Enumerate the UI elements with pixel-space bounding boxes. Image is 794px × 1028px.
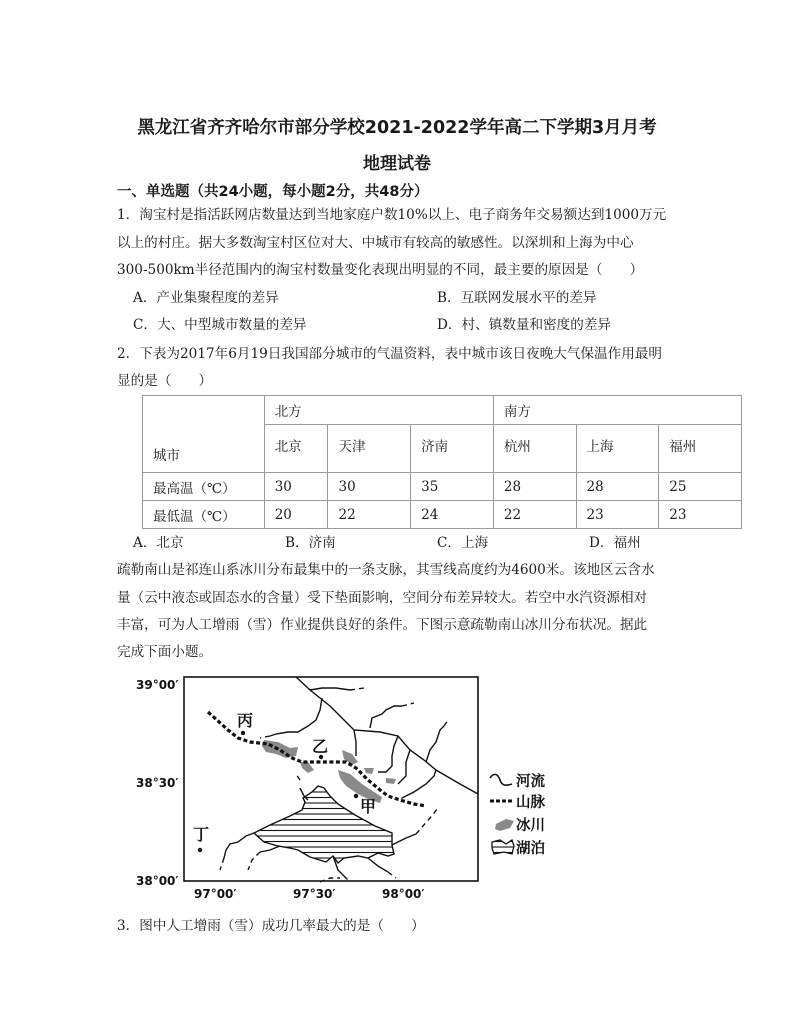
passage-line-1: 疏勒南山是祁连山系冰川分布最集中的一条支脉，其雪线高度约为4600米。该地区云含水 — [117, 562, 655, 578]
legend-lake-icon — [492, 840, 514, 854]
legend-glacier-icon — [495, 819, 514, 831]
city-cell: 杭州 — [493, 425, 576, 473]
glacier-map-figure — [130, 670, 570, 900]
question-2-line-2: 显的是（ ） — [117, 373, 213, 389]
lon-label-97: 97°00′ — [194, 887, 237, 900]
svg-text:丁: 丁 — [193, 825, 210, 844]
table-cell: 22 — [328, 501, 411, 529]
legend-glacier-label: 冰川 — [516, 818, 545, 834]
row-label-min-temp: 最低温（℃） — [143, 501, 265, 529]
question-2-option-c[interactable]: C．上海 — [437, 535, 489, 551]
question-1-line-1: 1．淘宝村是指活跃网店数量达到当地家庭户数10%以上、电子商务年交易额达到1000万元 — [117, 207, 667, 223]
legend-mountain-label: 山脉 — [516, 795, 545, 811]
table-cell: 23 — [659, 501, 742, 529]
city-cell: 济南 — [411, 425, 494, 473]
table-cell: 25 — [659, 473, 742, 501]
table-cell: 20 — [264, 501, 328, 529]
group-south: 南方 — [493, 396, 741, 425]
group-north: 北方 — [264, 396, 493, 425]
passage-line-2: 量（云中液态或固态水的含量）受下垫面影响，空间分布差异较大。若空中水汽资源相对 — [117, 590, 648, 606]
table-cell: 35 — [411, 473, 494, 501]
lon-label-97-30: 97°30′ — [293, 887, 336, 900]
svg-text:甲: 甲 — [360, 797, 377, 816]
lat-label-38: 38°00′ — [136, 874, 179, 888]
question-2-option-d[interactable]: D．福州 — [589, 535, 641, 551]
question-2-option-b[interactable]: B．济南 — [285, 535, 336, 551]
passage-line-3: 丰富，可为人工增雨（雪）作业提供良好的条件。下图示意疏勒南山冰川分布状况。据此 — [117, 617, 648, 633]
question-1-line-3: 300-500km半径范围内的淘宝村数量变化表现出明显的不同，最主要的原因是（ ） — [117, 262, 644, 278]
table-row — [143, 473, 742, 501]
svg-text:丙: 丙 — [237, 711, 254, 730]
question-1-option-b[interactable]: B．互联网发展水平的差异 — [437, 290, 597, 306]
question-1-option-a[interactable]: A．产业集聚程度的差异 — [133, 290, 279, 306]
question-1-option-c[interactable]: C．大、中型城市数量的差异 — [133, 317, 307, 333]
question-1-option-d[interactable]: D．村、镇数量和密度的差异 — [437, 317, 612, 333]
legend-river-label: 河流 — [516, 774, 545, 790]
table-cell: 28 — [576, 473, 659, 501]
lat-label-38-30: 38°30′ — [136, 776, 179, 790]
table-cell: 28 — [493, 473, 576, 501]
table-cell: 24 — [411, 501, 494, 529]
city-cell: 福州 — [659, 425, 742, 473]
map-legend — [490, 772, 545, 857]
city-cell: 天津 — [328, 425, 411, 473]
table-row — [143, 501, 742, 529]
temperature-table — [142, 395, 742, 529]
exam-subtitle: 地理试卷 — [363, 154, 431, 174]
row-label-max-temp: 最高温（℃） — [143, 473, 265, 501]
table-cell: 30 — [264, 473, 328, 501]
question-3-text: 3．图中人工增雨（雪）成功几率最大的是（ ） — [117, 918, 425, 934]
passage-line-4: 完成下面小题。 — [117, 644, 213, 660]
exam-title: 黑龙江省齐齐哈尔市部分学校2021-2022学年高二下学期3月月考 — [137, 118, 657, 138]
question-1-line-2: 以上的村庄。据大多数淘宝村区位对大、中城市有较高的敏感性。以深圳和上海为中心 — [117, 235, 634, 251]
question-2-option-a[interactable]: A．北京 — [133, 535, 184, 551]
legend-lake-label: 湖泊 — [516, 841, 545, 857]
lon-label-98: 98°00′ — [382, 887, 425, 900]
question-2-line-1: 2．下表为2017年6月19日我国部分城市的气温资料，表中城市该日夜晚大气保温作用最明 — [117, 346, 662, 362]
city-cell: 北京 — [264, 425, 328, 473]
table-cell: 30 — [328, 473, 411, 501]
legend-river-icon — [490, 774, 512, 785]
svg-text:乙: 乙 — [312, 737, 329, 756]
table-cell: 22 — [493, 501, 576, 529]
glacier-map — [130, 670, 570, 900]
row-header-city: 城市 — [143, 396, 265, 473]
table-cell: 23 — [576, 501, 659, 529]
place-yi — [312, 737, 328, 759]
section-heading: 一、单选题（共24小题，每小题2分，共48分） — [117, 184, 429, 200]
lat-label-39: 39°00′ — [136, 678, 179, 692]
city-cell: 上海 — [576, 425, 659, 473]
